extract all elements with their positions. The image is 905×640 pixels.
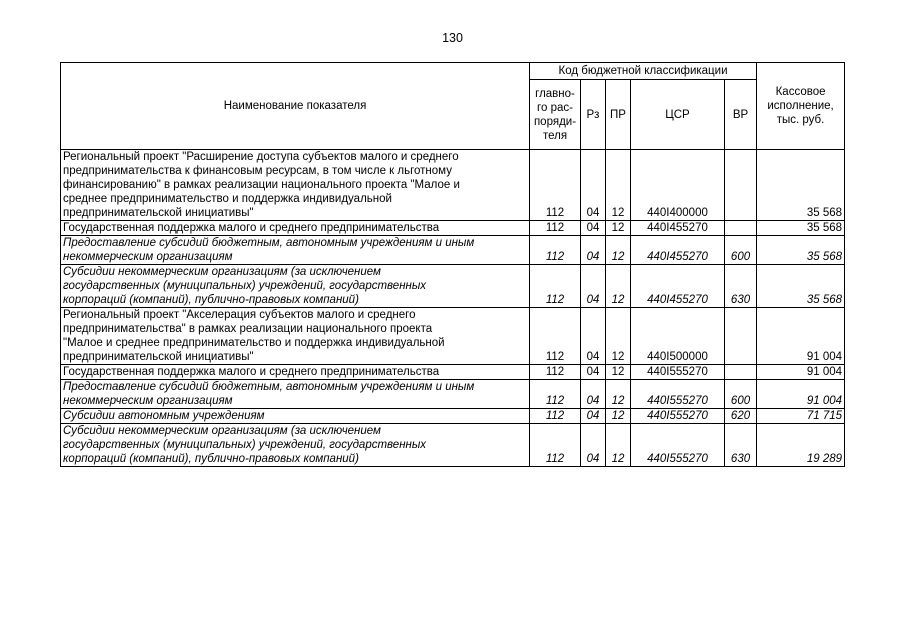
expense-type-code: 600 [725, 380, 757, 409]
expense-type-code: 620 [725, 409, 757, 424]
table-row [61, 308, 845, 365]
header-cash-execution-line: тыс. руб. [776, 114, 825, 126]
chief-administrator-code: 112 [530, 265, 581, 308]
indicator-name-line: предпринимательской инициативы" [63, 207, 254, 219]
indicator-name [61, 236, 530, 265]
indicator-name [61, 308, 530, 365]
cash-execution-amount: 19 289 [757, 424, 845, 467]
indicator-name [61, 380, 530, 409]
expense-type-code [725, 221, 757, 236]
target-article-code: 440I555270 [631, 365, 725, 380]
section-code: 04 [581, 409, 606, 424]
header-subsection: ПР [606, 80, 631, 150]
indicator-name-line: Субсидии автономным учреждениям [63, 410, 265, 422]
subsection-code: 12 [606, 265, 631, 308]
header-cash-execution-line: исполнение, [767, 100, 834, 112]
table-row [61, 265, 845, 308]
cash-execution-amount: 35 568 [757, 221, 845, 236]
table-row [61, 409, 845, 424]
expense-type-code [725, 308, 757, 365]
indicator-name [61, 365, 530, 380]
header-chief-administrator-line: поряди- [533, 115, 577, 128]
target-article-code: 440I555270 [631, 380, 725, 409]
section-code: 04 [581, 424, 606, 467]
expense-type-code [725, 365, 757, 380]
section-code: 04 [581, 265, 606, 308]
chief-administrator-code: 112 [530, 365, 581, 380]
chief-administrator-code: 112 [530, 150, 581, 221]
indicator-name-line: предпринимательства" в рамках реализации национального проекта [63, 323, 433, 335]
subsection-code: 12 [606, 424, 631, 467]
expense-type-code: 630 [725, 424, 757, 467]
header-section: Рз [581, 80, 606, 150]
indicator-name-line: некоммерческим организациям [63, 251, 233, 263]
subsection-code: 12 [606, 365, 631, 380]
indicator-name-line: Государственная поддержка малого и среднего предпринимательства [63, 222, 440, 234]
cash-execution-amount: 35 568 [757, 236, 845, 265]
target-article-code: 440I555270 [631, 424, 725, 467]
indicator-name-line: государственных (муниципальных) учреждений, государственных [63, 280, 427, 292]
subsection-code: 12 [606, 236, 631, 265]
indicator-name [61, 221, 530, 236]
header-chief-administrator-line: го рас- [537, 101, 573, 114]
header-chief-administrator-line: теля [542, 129, 568, 142]
table-row [61, 236, 845, 265]
chief-administrator-code: 112 [530, 424, 581, 467]
section-code: 04 [581, 365, 606, 380]
table-body [61, 150, 845, 467]
section-code: 04 [581, 236, 606, 265]
indicator-name-line: Субсидии некоммерческим организациям (за исключением [63, 266, 381, 278]
indicator-name-line: Региональный проект "Расширение доступа субъектов малого и среднего [63, 151, 459, 163]
target-article-code: 440I500000 [631, 308, 725, 365]
header-expense-type: ВР [725, 80, 757, 150]
cash-execution-amount: 91 004 [757, 308, 845, 365]
target-article-code: 440I455270 [631, 265, 725, 308]
table-row [61, 380, 845, 409]
indicator-name-line: предпринимательской инициативы" [63, 351, 254, 363]
subsection-code: 12 [606, 308, 631, 365]
indicator-name-line: Региональный проект "Акселерация субъектов малого и среднего [63, 309, 416, 321]
cash-execution-amount: 35 568 [757, 265, 845, 308]
indicator-name [61, 265, 530, 308]
expense-type-code: 600 [725, 236, 757, 265]
indicator-name-line: Предоставление субсидий бюджетным, автономным учреждениям и иным [63, 381, 475, 393]
indicator-name-line: Предоставление субсидий бюджетным, автономным учреждениям и иным [63, 237, 475, 249]
expense-type-code [725, 150, 757, 221]
expense-type-code: 630 [725, 265, 757, 308]
subsection-code: 12 [606, 380, 631, 409]
indicator-name-line: Государственная поддержка малого и среднего предпринимательства [63, 366, 440, 378]
indicator-name-line: некоммерческим организациям [63, 395, 233, 407]
budget-execution-table [60, 62, 845, 467]
section-code: 04 [581, 308, 606, 365]
indicator-name-line: финансированию" в рамках реализации национального проекта "Малое и [63, 179, 460, 191]
cash-execution-amount: 71 715 [757, 409, 845, 424]
header-cash-execution [757, 63, 845, 150]
table-header [61, 63, 845, 150]
indicator-name [61, 150, 530, 221]
table-row [61, 365, 845, 380]
indicator-name-line: Субсидии некоммерческим организациям (за исключением [63, 425, 381, 437]
table-row [61, 150, 845, 221]
header-indicator-name: Наименование показателя [61, 63, 530, 150]
target-article-code: 440I455270 [631, 236, 725, 265]
cash-execution-amount: 35 568 [757, 150, 845, 221]
subsection-code: 12 [606, 409, 631, 424]
indicator-name-line: корпораций (компаний), публично-правовых компаний) [63, 294, 359, 306]
indicator-name-line: государственных (муниципальных) учреждений, государственных [63, 439, 427, 451]
page-number: 130 [442, 31, 463, 45]
header-target-article: ЦСР [631, 80, 725, 150]
indicator-name-line: корпораций (компаний), публично-правовых компаний) [63, 453, 359, 465]
cash-execution-amount: 91 004 [757, 365, 845, 380]
subsection-code: 12 [606, 221, 631, 236]
indicator-name-line: "Малое и среднее предпринимательство и поддержка индивидуальной [63, 337, 445, 349]
indicator-name [61, 409, 530, 424]
subsection-code: 12 [606, 150, 631, 221]
table-row [61, 221, 845, 236]
chief-administrator-code: 112 [530, 380, 581, 409]
header-chief-administrator [530, 80, 581, 150]
chief-administrator-code: 112 [530, 221, 581, 236]
header-cash-execution-line: Кассовое [775, 86, 826, 98]
section-code: 04 [581, 150, 606, 221]
target-article-code: 440I555270 [631, 409, 725, 424]
section-code: 04 [581, 221, 606, 236]
section-code: 04 [581, 380, 606, 409]
target-article-code: 440I400000 [631, 150, 725, 221]
indicator-name-line: предпринимательства к финансовым ресурсам, в том числе к льготному [63, 165, 452, 177]
indicator-name-line: среднее предпринимательство и поддержка индивидуальной [63, 193, 392, 205]
header-chief-administrator-line: главно- [535, 87, 575, 100]
chief-administrator-code: 112 [530, 409, 581, 424]
chief-administrator-code: 112 [530, 236, 581, 265]
table-row [61, 424, 845, 467]
chief-administrator-code: 112 [530, 308, 581, 365]
header-budget-classification-code: Код бюджетной классификации [530, 63, 757, 80]
indicator-name [61, 424, 530, 467]
cash-execution-amount: 91 004 [757, 380, 845, 409]
target-article-code: 440I455270 [631, 221, 725, 236]
